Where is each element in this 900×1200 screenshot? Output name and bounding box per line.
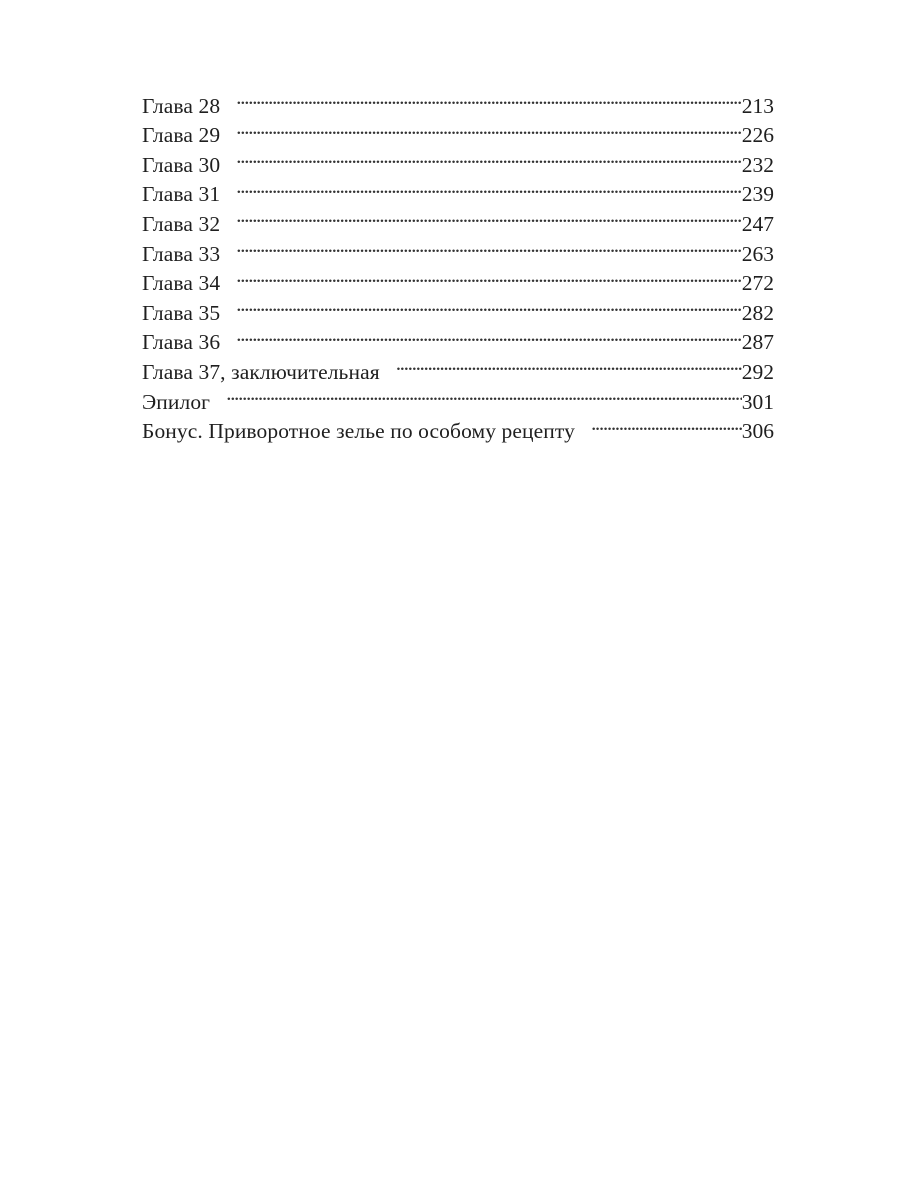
entry-page-number: 287: [742, 328, 774, 358]
toc-entry: [142, 379, 774, 414]
dot-leader: [226, 379, 742, 409]
dot-leader: [236, 320, 742, 350]
toc-entry: [142, 142, 774, 177]
entry-page-number: 292: [742, 358, 774, 388]
dot-leader: [591, 409, 742, 439]
entry-page-number: 213: [742, 92, 774, 122]
entry-title: Глава 34: [142, 271, 221, 296]
dot-leader: [236, 172, 742, 202]
dot-leader: [236, 83, 742, 113]
toc-entry: [142, 349, 774, 384]
entry-title: Глава 37, заключительная: [142, 359, 380, 384]
entry-title: Глава 32: [142, 211, 221, 236]
dot-leader: [236, 261, 742, 291]
toc-entry: [142, 290, 774, 325]
dot-leader: [236, 113, 742, 143]
dot-leader: [236, 201, 742, 231]
toc-entry: [142, 231, 774, 266]
entry-page-number: 226: [742, 121, 774, 151]
dot-leader: [236, 142, 742, 172]
entry-page-number: 301: [742, 388, 774, 418]
entry-title: Глава 28: [142, 93, 221, 118]
entry-title: Глава 36: [142, 330, 221, 355]
entry-title: Глава 29: [142, 123, 221, 148]
toc-entry: [142, 320, 774, 355]
entry-title: Глава 31: [142, 182, 221, 207]
toc-entry: [142, 83, 774, 118]
toc-entry: [142, 201, 774, 236]
dot-leader: [236, 231, 742, 261]
entry-page-number: 306: [742, 417, 774, 447]
toc-entry: [142, 113, 774, 148]
toc-entry: [142, 172, 774, 207]
table-of-contents: [142, 83, 774, 444]
dot-leader: [396, 349, 742, 379]
toc-entry: [142, 409, 774, 444]
entry-page-number: 263: [742, 240, 774, 270]
toc-entry: [142, 261, 774, 296]
entry-title: Глава 33: [142, 241, 221, 266]
entry-title: Бонус. Приворотное зелье по особому рецепту: [142, 419, 575, 444]
entry-title: Глава 35: [142, 300, 221, 325]
entry-page-number: 282: [742, 299, 774, 329]
entry-title: Эпилог: [142, 389, 211, 414]
entry-title: Глава 30: [142, 152, 221, 177]
entry-page-number: 239: [742, 180, 774, 210]
dot-leader: [236, 290, 742, 320]
entry-page-number: 247: [742, 210, 774, 240]
entry-page-number: 272: [742, 269, 774, 299]
entry-page-number: 232: [742, 151, 774, 181]
